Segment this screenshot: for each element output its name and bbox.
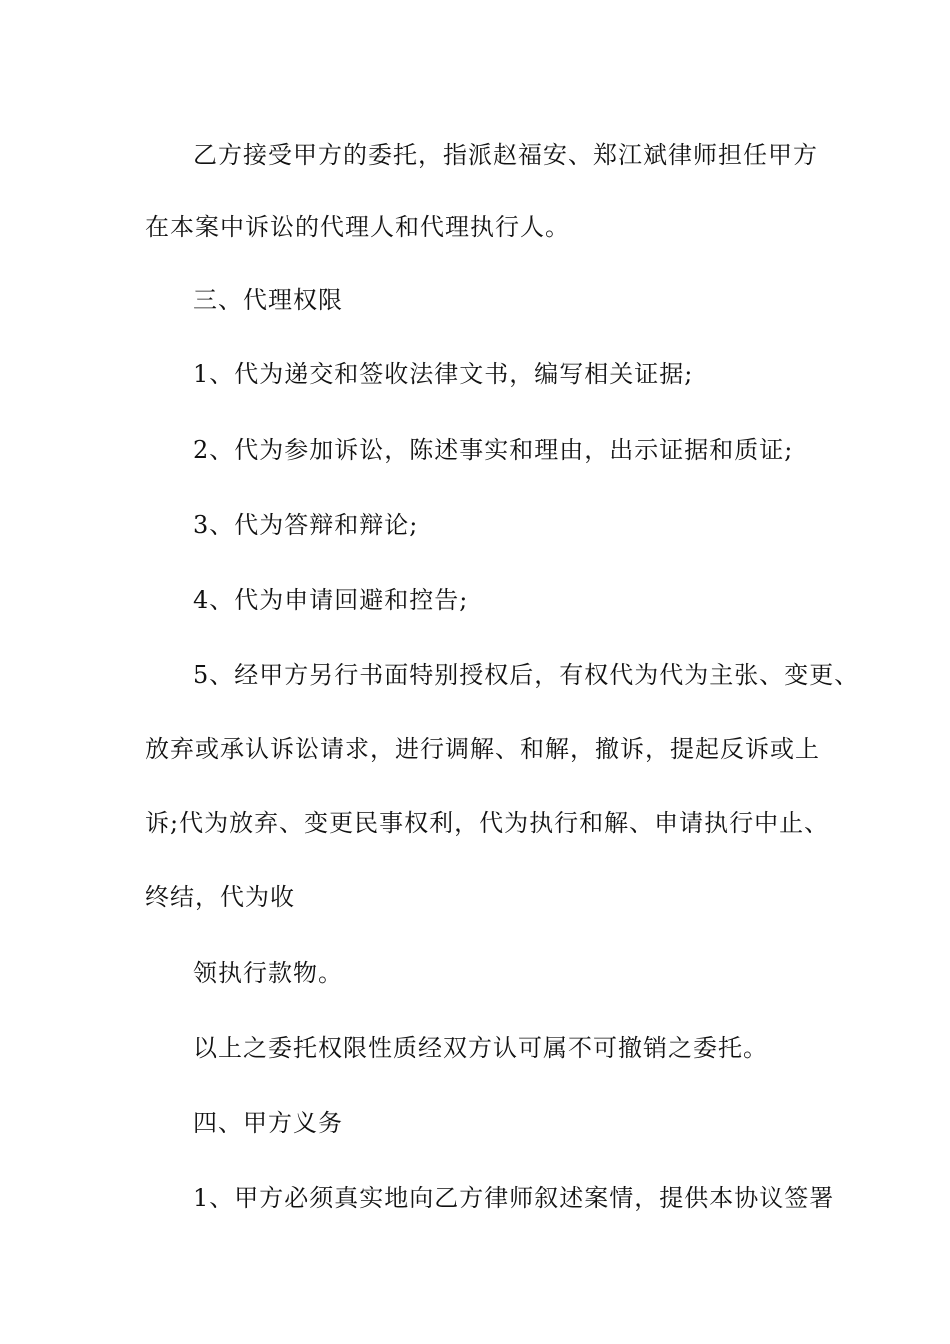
paragraph-line: 以上之委托权限性质经双方认可属不可撤销之委托。 xyxy=(193,1034,768,1062)
paragraph-line: 诉;代为放弃、变更民事权利，代为执行和解、申请执行中止、 xyxy=(145,809,830,837)
list-item: 1、代为递交和签收法律文书，编写相关证据; xyxy=(193,360,694,388)
list-item: 1、甲方必须真实地向乙方律师叙述案情，提供本协议签署 xyxy=(193,1184,835,1212)
paragraph-line: 放弃或承认诉讼请求，进行调解、和解，撤诉，提起反诉或上 xyxy=(145,735,820,763)
paragraph-line: 在本案中诉讼的代理人和代理执行人。 xyxy=(145,213,570,241)
paragraph-line: 领执行款物。 xyxy=(193,959,343,987)
list-item: 5、经甲方另行书面特别授权后，有权代为代为主张、变更、 xyxy=(193,661,860,689)
paragraph-line: 乙方接受甲方的委托，指派赵福安、郑江斌律师担任甲方 xyxy=(193,141,818,169)
section-heading: 三、代理权限 xyxy=(193,286,343,314)
list-item: 3、代为答辩和辩论; xyxy=(193,511,419,539)
list-item: 4、代为申请回避和控告; xyxy=(193,586,469,614)
list-item: 2、代为参加诉讼，陈述事实和理由，出示证据和质证; xyxy=(193,436,794,464)
section-heading: 四、甲方义务 xyxy=(193,1109,343,1137)
paragraph-line: 终结，代为收 xyxy=(145,883,295,911)
